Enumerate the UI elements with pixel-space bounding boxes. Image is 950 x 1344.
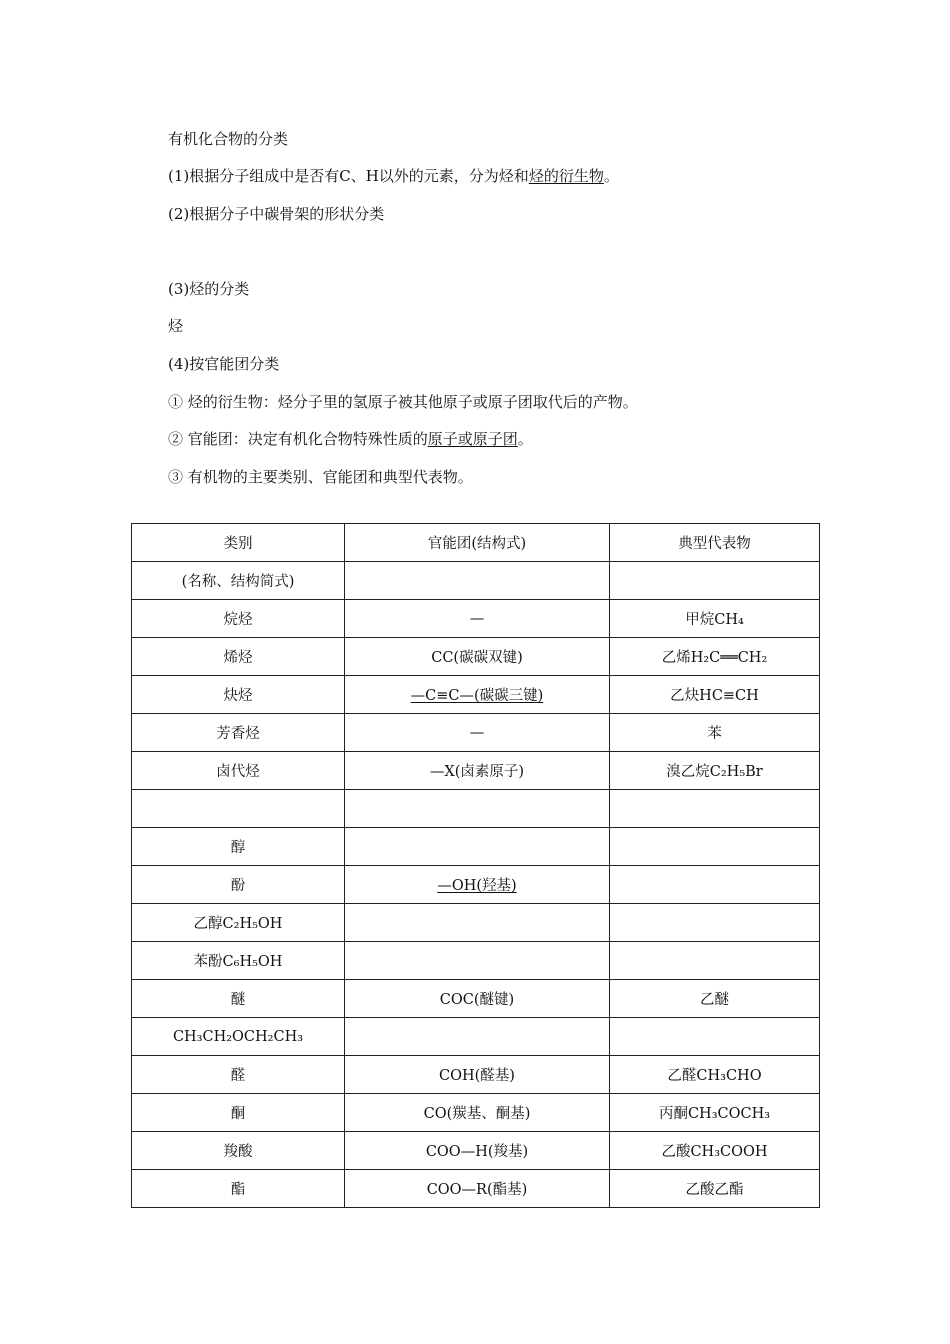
cell-category: 烷烃 bbox=[132, 600, 345, 638]
paragraph-7 bbox=[168, 429, 533, 449]
paragraph-5: (4)按官能团分类 bbox=[168, 355, 280, 373]
paragraph-6: ① 烃的衍生物：烃分子里的氢原子被其他原子或原子团取代后的产物。 bbox=[168, 393, 638, 411]
page-heading: 有机化合物的分类 bbox=[168, 130, 289, 148]
cell-representative: 乙醛CH₃CHO bbox=[610, 1056, 820, 1094]
cell-functional-group: CO(羰基、酮基) bbox=[345, 1094, 610, 1132]
cell-functional-group: — bbox=[345, 714, 610, 752]
cell-representative bbox=[610, 562, 820, 600]
paragraph-1 bbox=[168, 166, 619, 186]
cell-category: 酮 bbox=[132, 1094, 345, 1132]
cell-functional-group: — bbox=[345, 600, 610, 638]
table-row bbox=[132, 1056, 820, 1094]
table-row bbox=[132, 828, 820, 866]
cell-category: 羧酸 bbox=[132, 1132, 345, 1170]
cell-functional-group bbox=[345, 1018, 610, 1056]
cell-category: (名称、结构简式) bbox=[132, 562, 345, 600]
paragraph-1-end: 。 bbox=[603, 167, 619, 185]
cell-category bbox=[132, 790, 345, 828]
table-row bbox=[132, 980, 820, 1018]
paragraph-3: (3)烃的分类 bbox=[168, 280, 250, 298]
cell-representative: 乙烯H₂C══CH₂ bbox=[610, 638, 820, 676]
cell-representative bbox=[610, 866, 820, 904]
table-row bbox=[132, 562, 820, 600]
table-row bbox=[132, 638, 820, 676]
cell-functional-group: COO—R(酯基) bbox=[345, 1170, 610, 1208]
cell-category: CH₃CH₂OCH₂CH₃ bbox=[132, 1018, 345, 1056]
cell-representative bbox=[610, 904, 820, 942]
cell-functional-group: COH(醛基) bbox=[345, 1056, 610, 1094]
cell-category: 酯 bbox=[132, 1170, 345, 1208]
cell-representative bbox=[610, 790, 820, 828]
cell-category: 烯烃 bbox=[132, 638, 345, 676]
cell-representative: 乙酸乙酯 bbox=[610, 1170, 820, 1208]
table-row bbox=[132, 1170, 820, 1208]
paragraph-7-end: 。 bbox=[517, 430, 533, 448]
cell-representative: 苯 bbox=[610, 714, 820, 752]
cell-representative: 溴乙烷C₂H₅Br bbox=[610, 752, 820, 790]
cell-functional-group bbox=[345, 790, 610, 828]
cell-category: 炔烃 bbox=[132, 676, 345, 714]
cell-functional-group bbox=[345, 828, 610, 866]
underlined-answer-atom-group: 原子或原子团 bbox=[427, 430, 518, 448]
paragraph-4: 烃 bbox=[168, 317, 184, 335]
functional-group-table bbox=[131, 523, 820, 1208]
header-functional-group: 官能团(结构式) bbox=[345, 524, 610, 562]
table-header-row bbox=[132, 524, 820, 562]
table-row bbox=[132, 1094, 820, 1132]
cell-representative: 乙炔HC≡CH bbox=[610, 676, 820, 714]
table-row bbox=[132, 790, 820, 828]
cell-representative: 乙酸CH₃COOH bbox=[610, 1132, 820, 1170]
table-row bbox=[132, 676, 820, 714]
paragraph-8: ③ 有机物的主要类别、官能团和典型代表物。 bbox=[168, 468, 473, 486]
table-row bbox=[132, 866, 820, 904]
cell-representative: 丙酮CH₃COCH₃ bbox=[610, 1094, 820, 1132]
cell-functional-group: CC(碳碳双键) bbox=[345, 638, 610, 676]
cell-representative bbox=[610, 1018, 820, 1056]
table-row bbox=[132, 752, 820, 790]
cell-functional-group: COC(醚键) bbox=[345, 980, 610, 1018]
cell-category: 醚 bbox=[132, 980, 345, 1018]
cell-category: 苯酚C₆H₅OH bbox=[132, 942, 345, 980]
table-row bbox=[132, 714, 820, 752]
paragraph-1-text: (1)根据分子组成中是否有C、H以外的元素，分为烃和 bbox=[168, 167, 529, 185]
cell-functional-group: COO—H(羧基) bbox=[345, 1132, 610, 1170]
cell-functional-group: —C≡C—(碳碳三键) bbox=[345, 676, 610, 714]
cell-representative: 乙醚 bbox=[610, 980, 820, 1018]
cell-representative bbox=[610, 942, 820, 980]
cell-functional-group bbox=[345, 942, 610, 980]
table-row bbox=[132, 1018, 820, 1056]
cell-category: 醛 bbox=[132, 1056, 345, 1094]
underlined-answer-derivatives: 烃的衍生物 bbox=[528, 167, 604, 185]
cell-functional-group: —X(卤素原子) bbox=[345, 752, 610, 790]
cell-category: 酚 bbox=[132, 866, 345, 904]
table-row bbox=[132, 1132, 820, 1170]
cell-category: 醇 bbox=[132, 828, 345, 866]
cell-representative: 甲烷CH₄ bbox=[610, 600, 820, 638]
table-row bbox=[132, 904, 820, 942]
table-row bbox=[132, 600, 820, 638]
cell-category: 乙醇C₂H₅OH bbox=[132, 904, 345, 942]
paragraph-7-text: ② 官能团：决定有机化合物特殊性质的 bbox=[168, 430, 428, 448]
cell-representative bbox=[610, 828, 820, 866]
cell-functional-group bbox=[345, 562, 610, 600]
table-row bbox=[132, 942, 820, 980]
header-representative: 典型代表物 bbox=[610, 524, 820, 562]
cell-category: 芳香烃 bbox=[132, 714, 345, 752]
cell-category: 卤代烃 bbox=[132, 752, 345, 790]
header-category: 类别 bbox=[132, 524, 345, 562]
cell-functional-group bbox=[345, 904, 610, 942]
cell-functional-group: —OH(羟基) bbox=[345, 866, 610, 904]
paragraph-2: (2)根据分子中碳骨架的形状分类 bbox=[168, 205, 385, 223]
